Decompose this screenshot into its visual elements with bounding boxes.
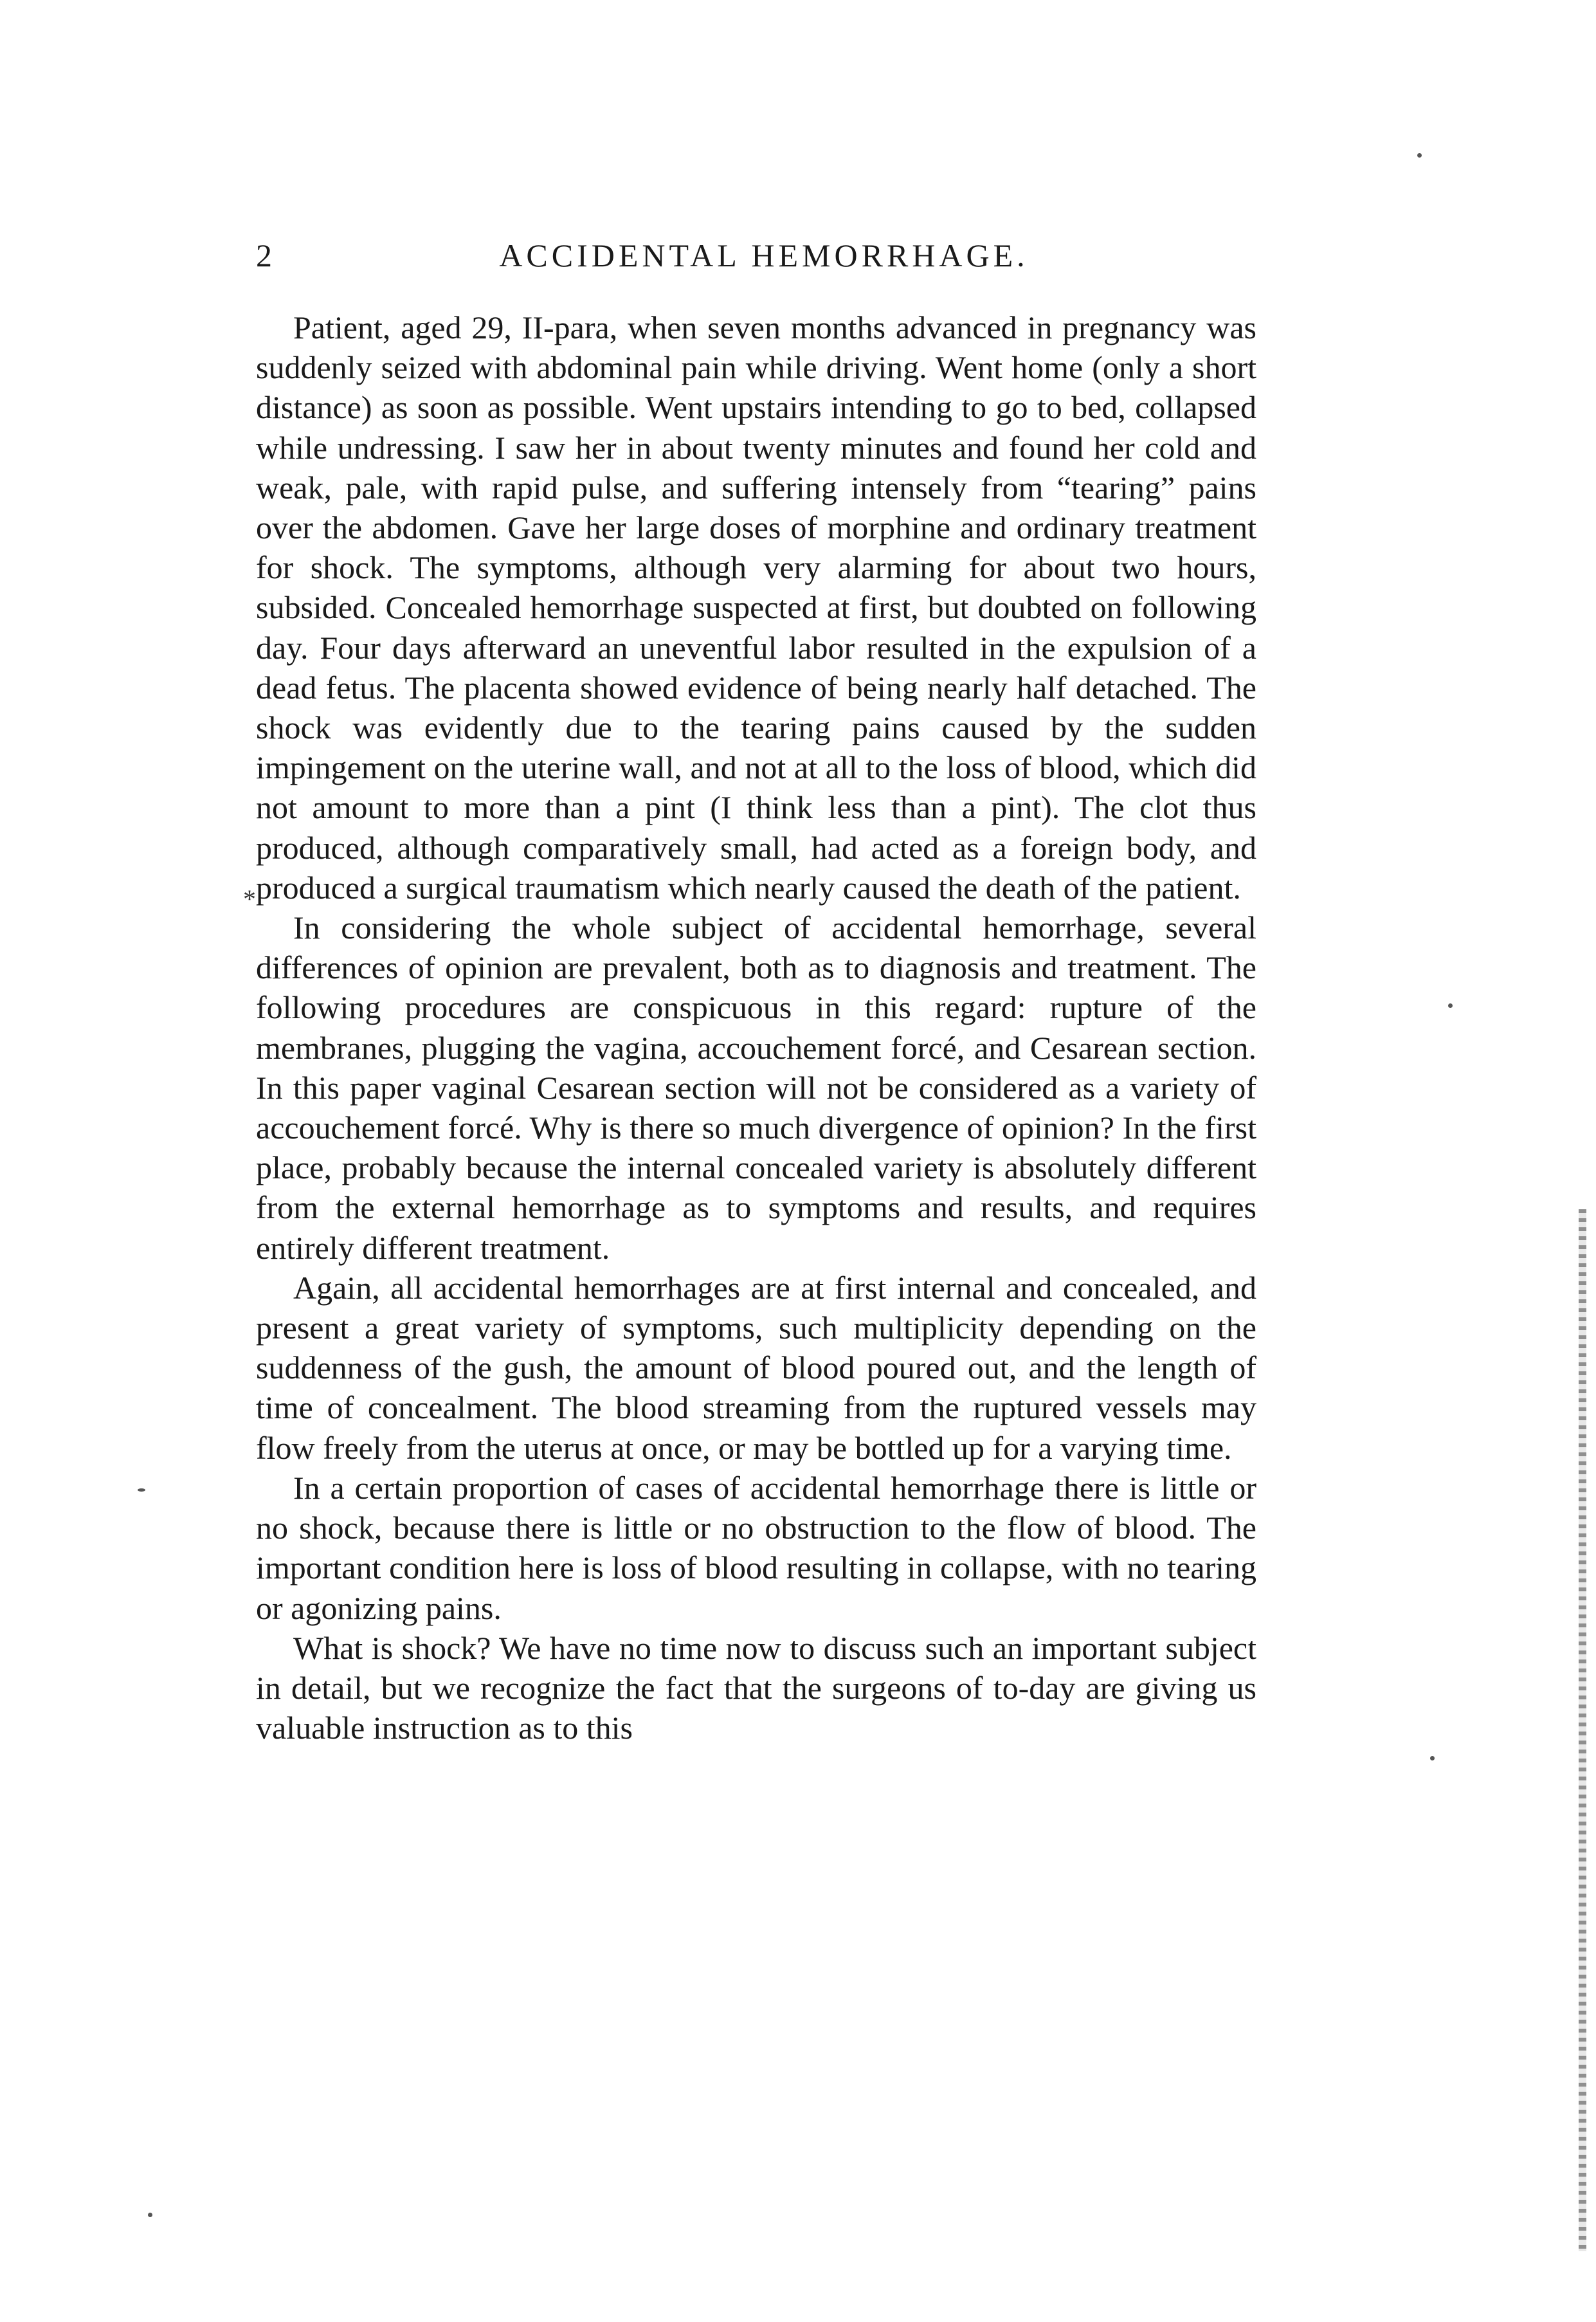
running-head: ACCIDENTAL HEMORRHAGE. bbox=[499, 237, 1029, 273]
page-header bbox=[256, 233, 1272, 278]
scan-speck bbox=[138, 1488, 145, 1492]
paragraph-what-is-shock: What is shock? We have no time now to discuss such an important subject in detail, but we recognize the fact that the surgeons of to-day are giving us valuable instruction as to this bbox=[256, 1629, 1256, 1746]
scan-speck bbox=[1430, 1756, 1435, 1760]
paragraph-little-or-no-shock: In a certain proportion of cases of accidental hemorrhage there is little or no shock, because there is little or no obstruction to the flow of blood. The important condition here is loss of blood resulting in collapse, with no tearing or agonizing pains. bbox=[256, 1469, 1256, 1626]
scan-speck bbox=[1417, 153, 1422, 158]
paragraph-case-report: Patient, aged 29, II-para, when seven months advanced in pregnancy was suddenly seized with abdominal pain while driving. Went home (only a short distance) as soon as possible. Went upstairs intending to go to bed, collapsed while undressing. I saw her in about twenty minutes and found her cold and weak, pale, with rapid pulse, and suffering intensely from “tearing” pains over the abdomen. Gave her large doses of morphine and ordinary treatment for shock. The symptoms, although very alarming for about two hours, subsided. Concealed hemorrhage suspected at first, but doubted on following day. Four days afterward an uneventful labor resulted in the expulsion of a dead fetus. The placenta showed evidence of being nearly half detached. The shock was evidently due to the tearing pains caused by the sudden impingement on the uterine wall, and not at all to the loss of blood, which did not amount to more than a pint (I think less than a pint). The clot thus produced, although comparatively small, had acted as a foreign body, and produced a surgical traumatism which nearly caused the death of the patient. bbox=[256, 309, 1256, 906]
paragraph-concealed-hemorrhages: Again, all accidental hemorrhages are at first internal and concealed, and present a great variety of symptoms, such multiplicity depending on the suddenness of the gush, the amount of blood poured out, and the length of time of concealment. The blood streaming from the ruptured vessels may flow freely from the uterus at once, or may be bottled up for a varying time. bbox=[256, 1269, 1256, 1466]
page-number: 2 bbox=[256, 237, 272, 273]
scan-edge-strip bbox=[1579, 1209, 1586, 2251]
margin-asterisk: * bbox=[243, 884, 256, 913]
scan-speck bbox=[148, 2213, 152, 2217]
body-text bbox=[256, 307, 1256, 1748]
paragraph-differences-of-opinion: In considering the whole subject of accidental hemorrhage, several differences of opinion are prevalent, both as to diagnosis and treatment. The following procedures are conspicuous in this regard: rupture of the membranes, plugging the vagina, accouchement forcé, and Cesarean section. In this paper vaginal Cesarean section will not be considered as a variety of accouchement forcé. Why is there so much divergence of opinion? In the first place, probably because the internal concealed variety is absolutely different from the external hemorrhage as to symptoms and results, and requires entirely different treatment. bbox=[256, 910, 1256, 1266]
scan-speck bbox=[1448, 1003, 1453, 1008]
